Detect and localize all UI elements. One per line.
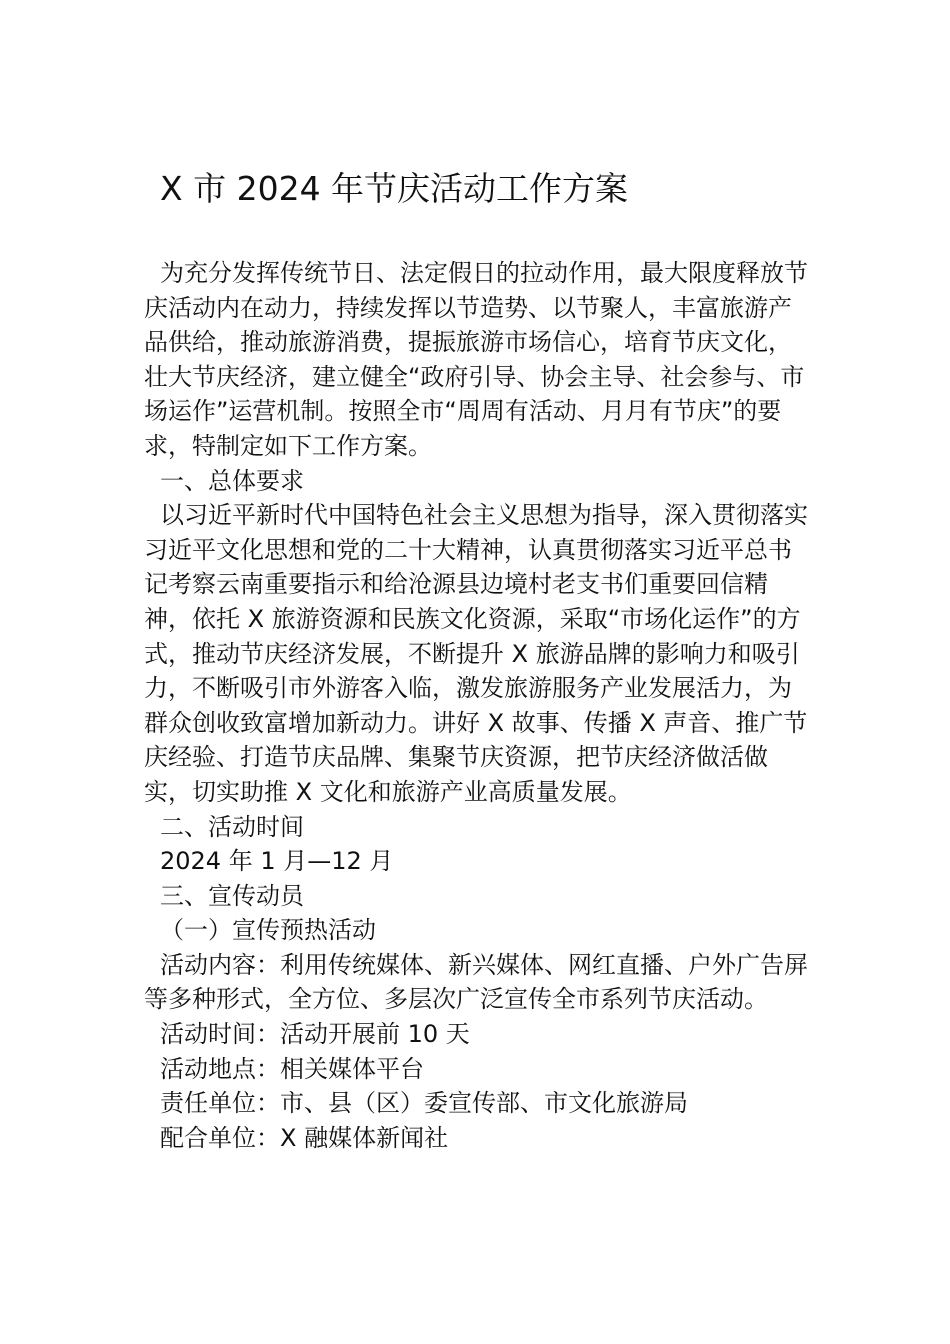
activity-time-line: 活动时间：活动开展前 10 天 — [160, 1020, 470, 1049]
activity-content-paragraph: 活动内容：利用传统媒体、新兴媒体、网红直播、户外广告屏等多种形式，全方位、多层次广泛宣传全市系列节庆活动。 — [144, 950, 808, 1014]
cooperating-unit-line: 配合单位：X 融媒体新闻社 — [160, 1123, 449, 1152]
subsection-heading-publicity-warmup: （一）宣传预热活动 — [160, 916, 376, 945]
document-body — [144, 256, 808, 1155]
responsible-unit-line: 责任单位：市、县（区）委宣传部、市文化旅游局 — [160, 1089, 688, 1118]
section-heading-publicity: 三、宣传动员 — [160, 881, 304, 910]
section-heading-general-requirements: 一、总体要求 — [160, 466, 304, 495]
activity-location-line: 活动地点：相关媒体平台 — [160, 1054, 424, 1083]
section-heading-activity-time: 二、活动时间 — [160, 812, 304, 841]
intro-paragraph: 为充分发挥传统节日、法定假日的拉动作用，最大限度释放节庆活动内在动力，持续发挥以节造势、以节聚人，丰富旅游产品供给，推动旅游消费，提振旅游市场信心，培育节庆文化，壮大节庆经济，建立健全“政府引导、协会主导、社会参与、市场运作”运营机制。按照全市“周周有活动、月月有节庆”的要求，特制定如下工作方案。 — [144, 259, 808, 460]
activity-time-range: 2024 年 1 月—12 月 — [160, 847, 394, 876]
document-title: X 市 2024 年节庆活动工作方案 — [160, 169, 629, 208]
general-requirements-paragraph: 以习近平新时代中国特色社会主义思想为指导，深入贯彻落实习近平文化思想和党的二十大精神，认真贯彻落实习近平总书记考察云南重要指示和给沧源县边境村老支书们重要回信精神，依托 X 旅游资源和民族文化资源，采取“市场化运作”的方式，推动节庆经济发展，不断提升 X 旅游品牌的影响力和吸引力，不断吸引市外游客入临，激发旅游服务产业发展活力，为群众创收致富增加新动力。讲好 X 故事、传播 X 声音、推广节庆经验、打造节庆品牌、集聚节庆资源，把节庆经济做活做实，切实助推 X 文化和旅游产业高质量发展。 — [144, 501, 808, 806]
